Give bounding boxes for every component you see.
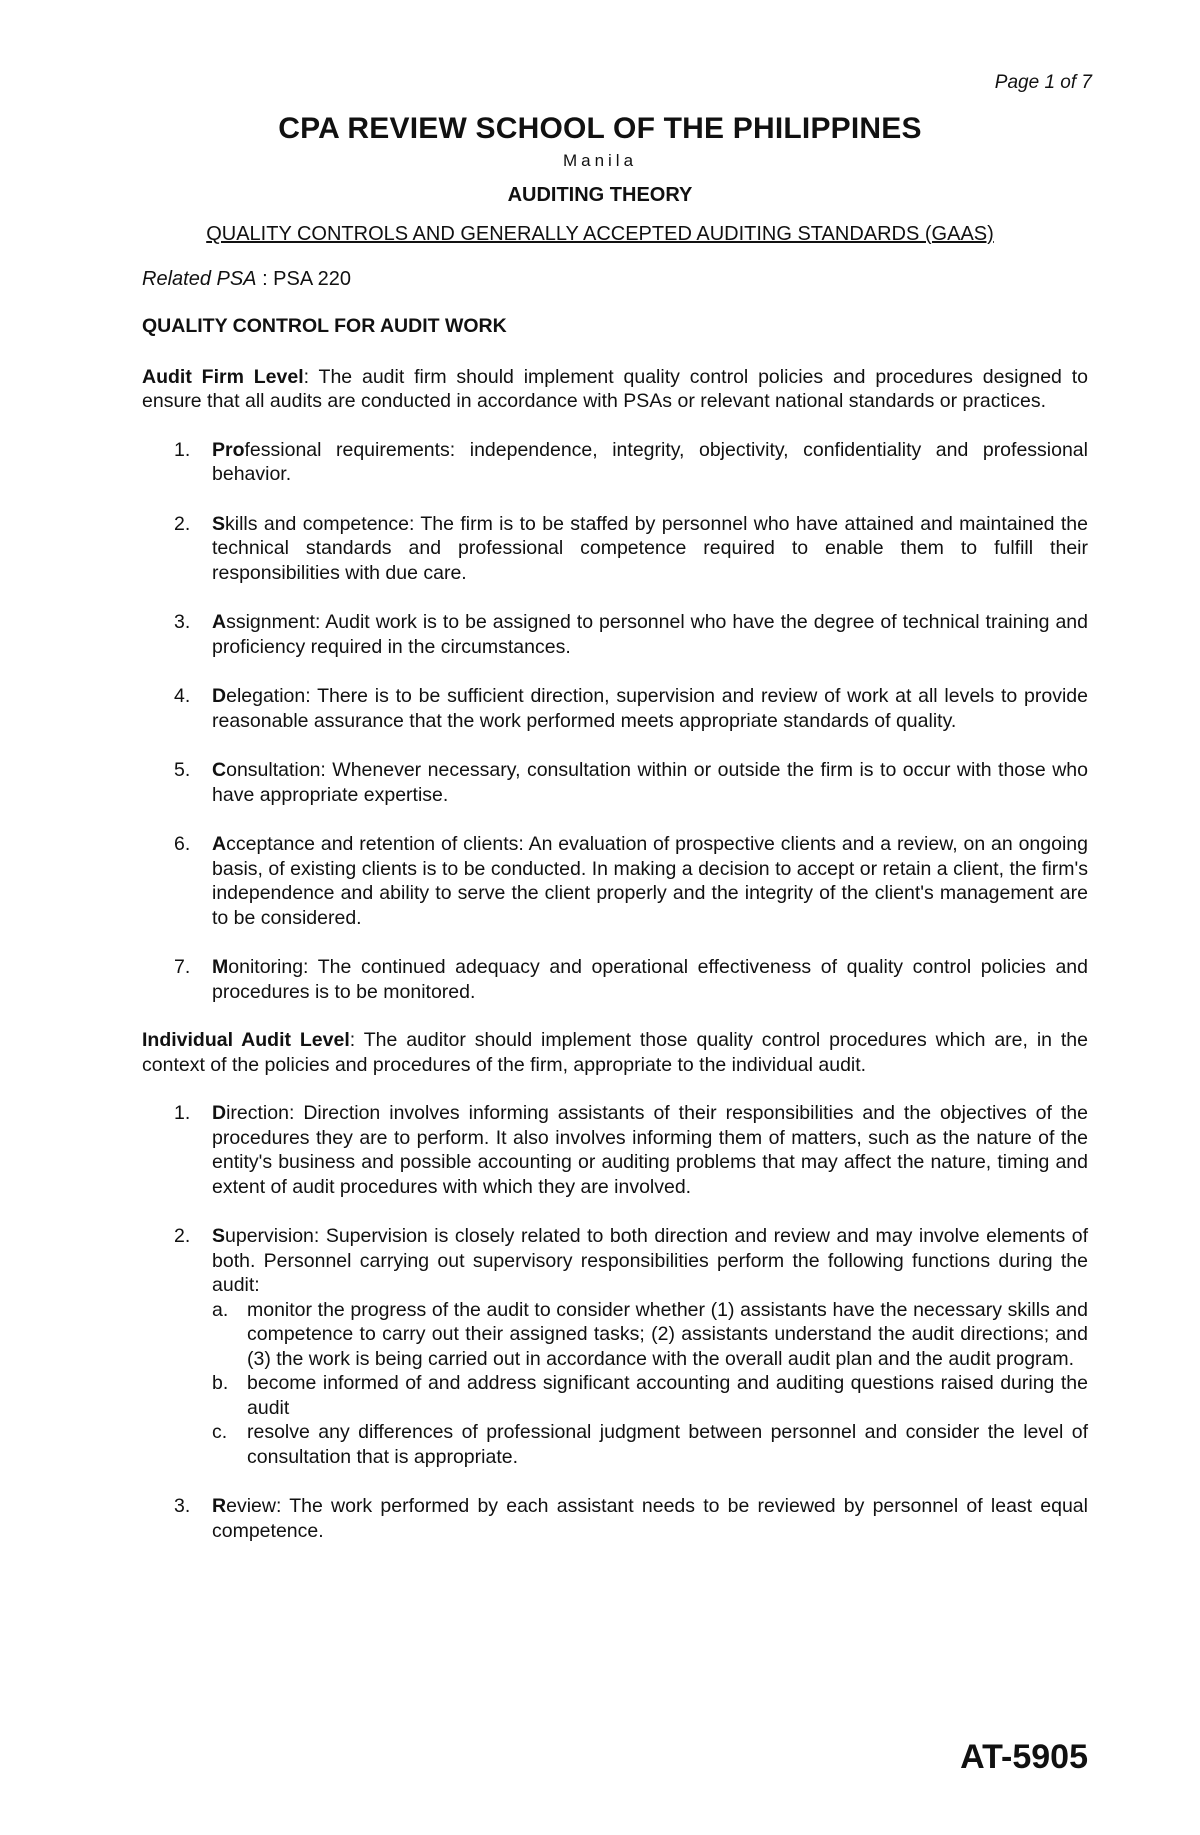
document-body <box>142 314 1088 1567</box>
supervision-sublist <box>212 1298 1088 1470</box>
item-initial: C <box>212 759 227 781</box>
topic-title: QUALITY CONTROLS AND GENERALLY ACCEPTED AUDITING STANDARDS (GAAS) <box>206 223 994 245</box>
related-psa-label: Related PSA <box>142 268 257 290</box>
sub-item-text: become informed of and address significant accounting and auditing questions raised during the audit <box>247 1372 1088 1419</box>
item-number: 6. <box>174 833 191 855</box>
item-initial: S <box>212 1225 226 1247</box>
individual-level-text: : The auditor should implement those quality control procedures which are, in the context of the policies and procedures of the firm, appropriate to the individual audit. <box>142 1029 1088 1076</box>
sub-list-item <box>212 1371 1088 1420</box>
item-text: irection: Direction involves informing assistants of their responsibilities and the objectives of the procedures they are to perform. It also involves informing them of matters, such as the nature of the entity's business and possible accounting or auditing problems that may affect the nature, timing and extent of audit procedures with which they are involved. <box>212 1102 1088 1198</box>
city-subtitle: Manila <box>562 151 638 170</box>
list-item <box>142 832 1088 930</box>
firm-level-text: : The audit firm should implement quality control policies and procedures designed to ensure that all audits are conducted in accordance with PSAs or relevant national standards or practices. <box>142 365 1088 412</box>
list-item <box>142 1224 1088 1469</box>
individual-level-list <box>142 1101 1088 1543</box>
item-text: cceptance and retention of clients: An evaluation of prospective clients and a review, on an ongoing basis, of existing clients is to be conducted. In making a decision to accept or retain a client, the firm's independence and ability to serve the client properly and the integrity of the client's management are to be considered. <box>212 833 1088 929</box>
item-number: 1. <box>174 438 191 461</box>
item-number: 4. <box>174 685 191 707</box>
item-number: 3. <box>174 611 191 633</box>
sub-item-letter: a. <box>212 1298 229 1321</box>
sub-item-letter: c. <box>212 1421 228 1443</box>
subject-title: AUDITING THEORY <box>507 184 693 206</box>
list-item <box>142 955 1088 1004</box>
sub-item-text: monitor the progress of the audit to consider whether (1) assistants have the necessary skills and competence to carry out their assigned tasks; (2) assistants understand the audit directions; and (3) the work is being carried out in accordance with the overall audit plan and the audit program. <box>247 1298 1088 1370</box>
page-number: Page 1 of 7 <box>994 72 1092 93</box>
item-text: onitoring: The continued adequacy and operational effectiveness of quality control policies and procedures is to be monitored. <box>212 956 1088 1003</box>
document-code: AT-5905 <box>960 1738 1088 1776</box>
item-number: 7. <box>174 956 191 978</box>
item-number: 5. <box>174 759 191 781</box>
list-item <box>142 1494 1088 1543</box>
item-text: upervision: Supervision is closely related to both direction and review and may involve elements of both. Personnel carrying out supervisory responsibilities perform the following functions during the audit: <box>212 1225 1088 1296</box>
list-item <box>142 684 1088 733</box>
section-heading: QUALITY CONTROL FOR AUDIT WORK <box>142 315 507 337</box>
sub-item-letter: b. <box>212 1372 229 1394</box>
item-number: 2. <box>174 1225 191 1247</box>
item-initial: R <box>212 1495 227 1517</box>
item-initial: S <box>212 512 226 535</box>
item-number: 2. <box>174 512 191 535</box>
list-item <box>142 512 1088 586</box>
firm-level-label: Audit Firm Level <box>142 365 304 388</box>
item-initial: D <box>212 1102 227 1124</box>
list-item <box>142 1101 1088 1199</box>
sub-item-text: resolve any differences of professional judgment between personnel and consider the level of consultation that is appropriate. <box>247 1421 1088 1468</box>
list-item <box>142 438 1088 487</box>
item-text: eview: The work performed by each assistant needs to be reviewed by personnel of least equal competence. <box>212 1495 1088 1542</box>
item-text: fessional requirements: independence, integrity, objectivity, confidentiality and professional behavior. <box>212 438 1088 485</box>
item-initial: M <box>212 956 229 978</box>
item-initial: Pro <box>212 438 245 461</box>
item-initial: D <box>212 685 227 707</box>
list-item <box>142 758 1088 807</box>
item-text: ssignment: Audit work is to be assigned to personnel who have the degree of technical training and proficiency required in the circumstances. <box>212 611 1088 658</box>
related-psa-value: : PSA 220 <box>256 268 352 290</box>
list-item <box>142 610 1088 659</box>
school-title: CPA REVIEW SCHOOL OF THE PHILIPPINES <box>278 112 922 145</box>
item-text: kills and competence: The firm is to be staffed by personnel who have attained and maintained the technical standards and professional competence required to enable them to fulfill their responsibilities with due care. <box>212 512 1088 584</box>
item-text: onsultation: Whenever necessary, consultation within or outside the firm is to occur with those who have appropriate expertise. <box>212 759 1088 806</box>
item-number: 3. <box>174 1495 191 1517</box>
firm-level-list <box>142 438 1088 1005</box>
related-psa <box>142 268 351 291</box>
item-initial: A <box>212 611 227 633</box>
item-text: elegation: There is to be sufficient direction, supervision and review of work at all levels to provide reasonable assurance that the work performed meets appropriate standards of quality. <box>212 685 1088 732</box>
item-number: 1. <box>174 1102 191 1124</box>
sub-list-item <box>212 1420 1088 1469</box>
firm-level-paragraph <box>142 365 1088 414</box>
item-initial: A <box>212 833 227 855</box>
individual-level-paragraph <box>142 1028 1088 1077</box>
sub-list-item <box>212 1298 1088 1372</box>
individual-level-label: Individual Audit Level <box>142 1029 350 1051</box>
